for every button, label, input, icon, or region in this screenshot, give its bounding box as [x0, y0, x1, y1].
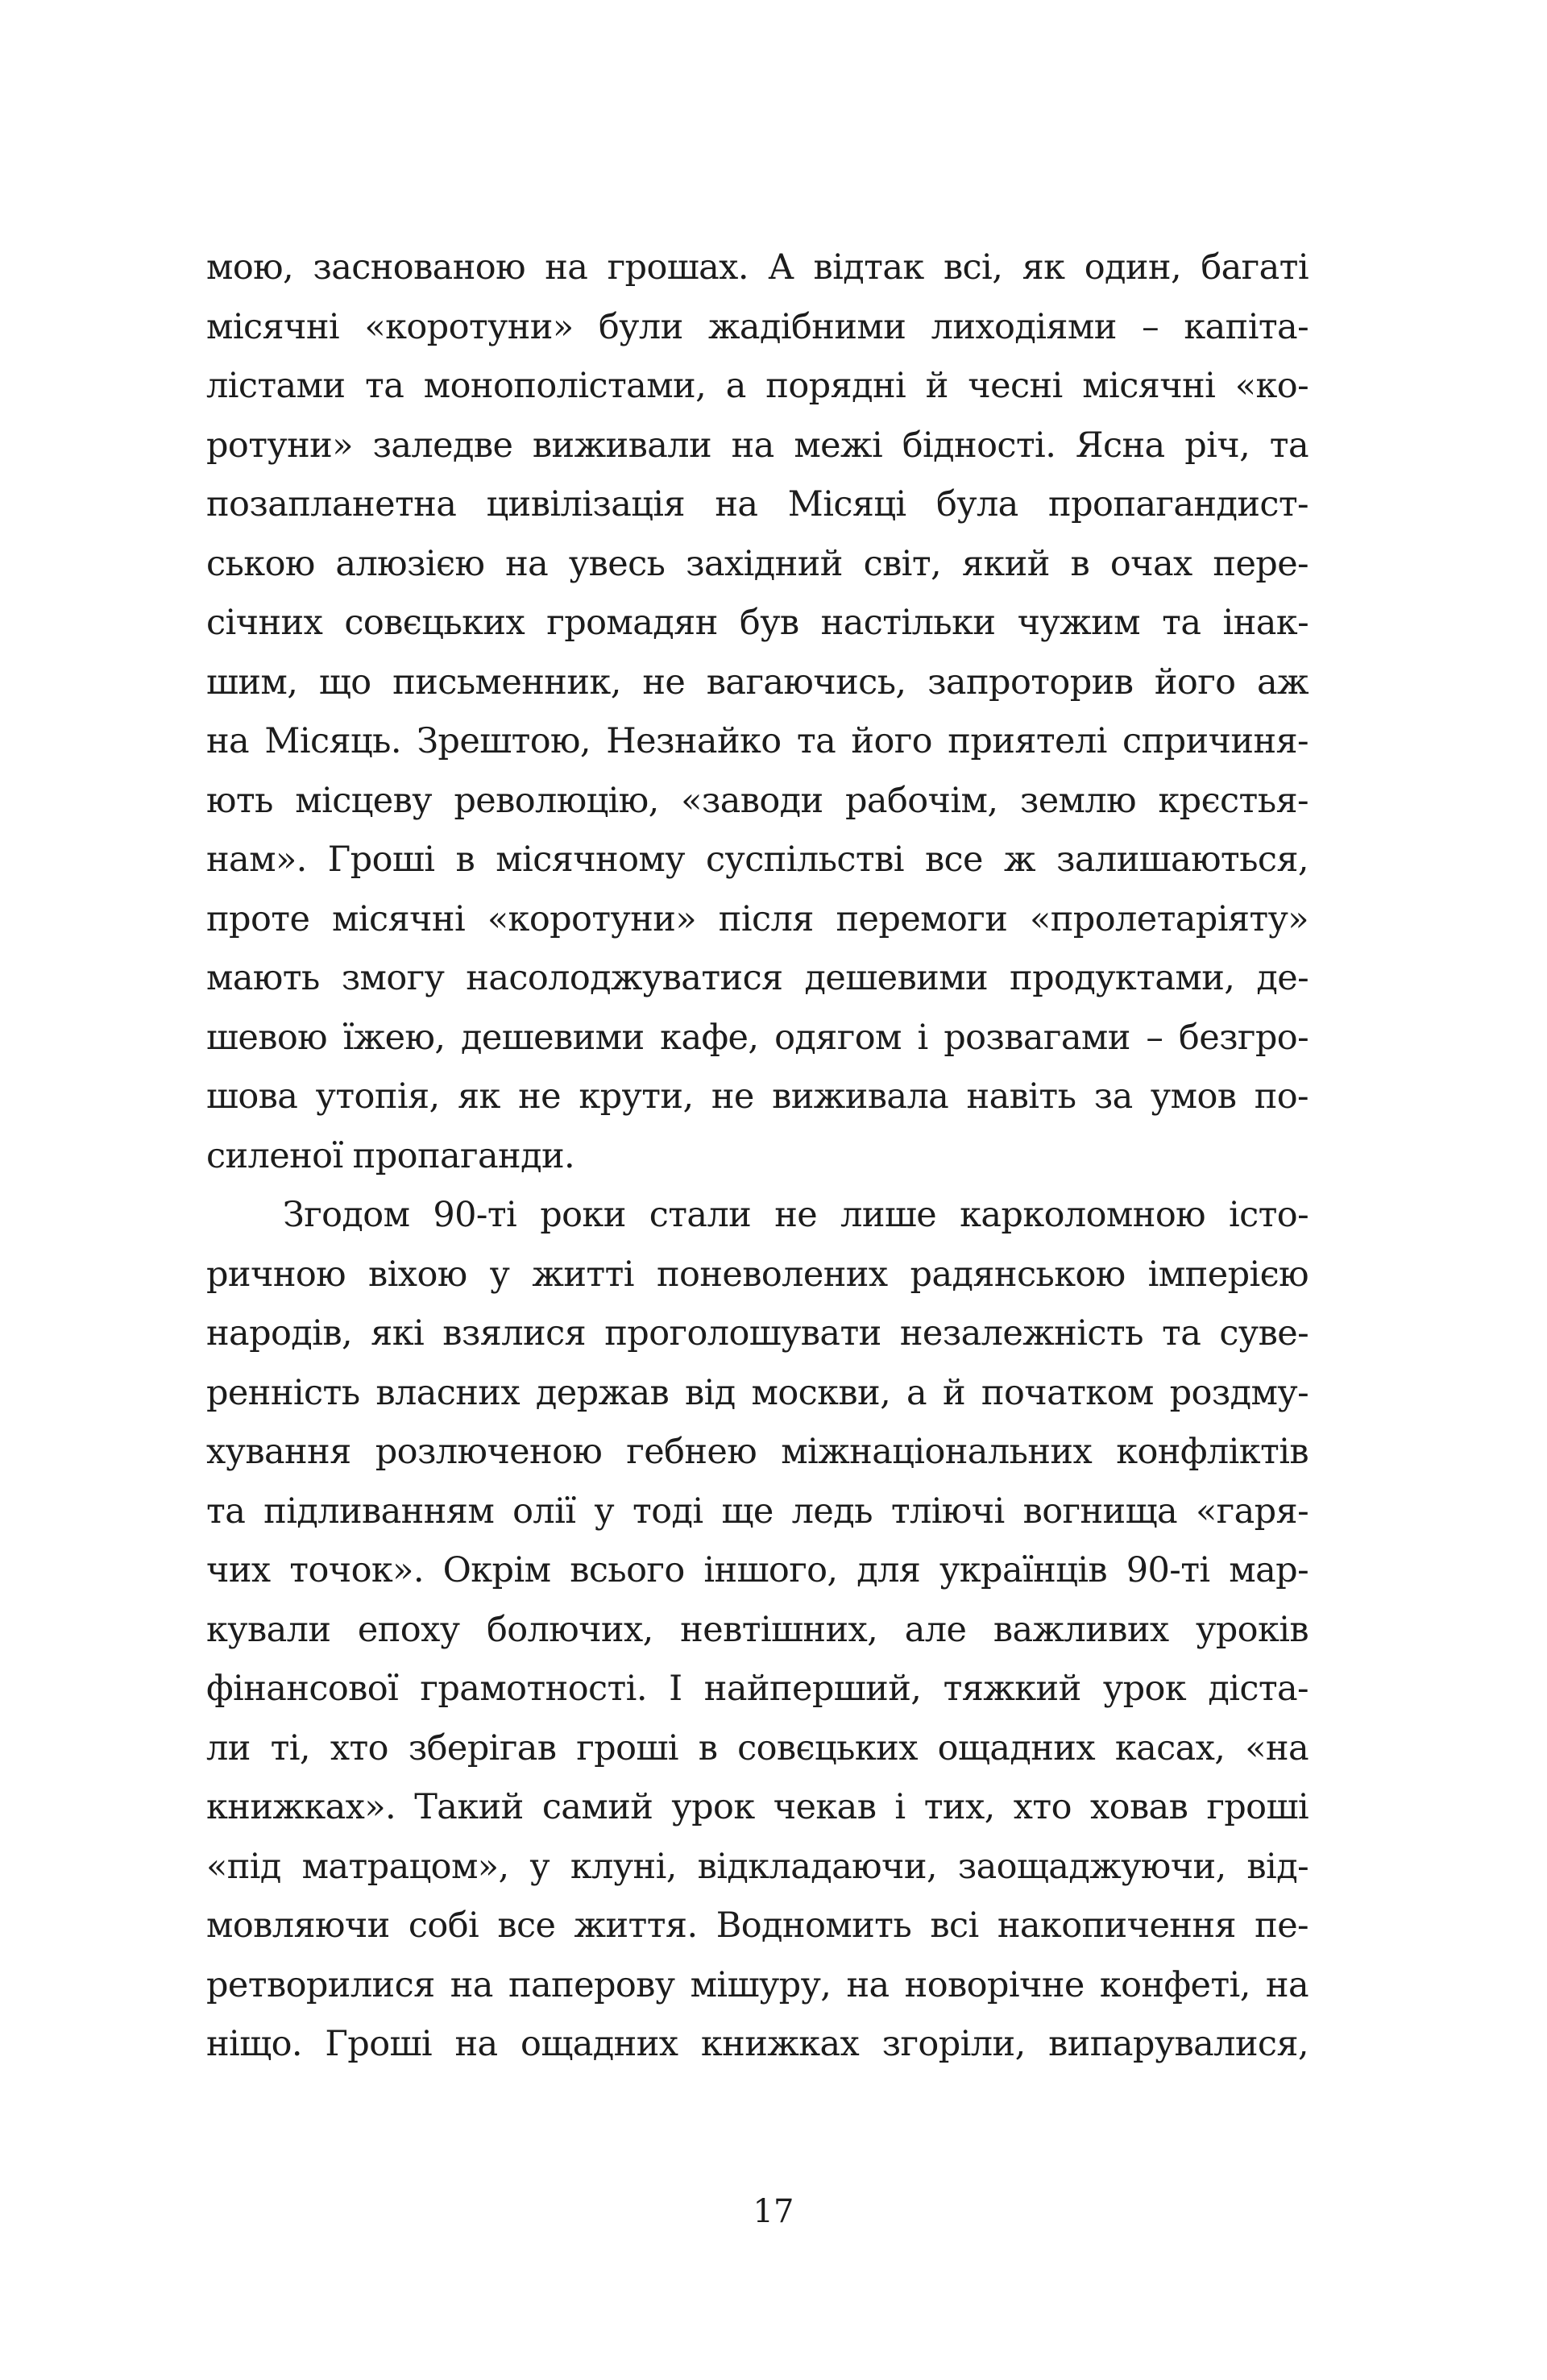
text-line: чих точок». Окрім всього іншого, для українців 90-ті мар-: [206, 1550, 1309, 1590]
text-line: на Місяць. Зрештою, Незнайко та його приятелі спричиня-: [206, 721, 1309, 761]
text-line: мають змогу насолоджуватися дешевими продуктами, де-: [206, 958, 1309, 998]
paragraph-1: [206, 238, 1309, 1186]
text-line: позапланетна цивілізація на Місяці була пропагандист-: [206, 484, 1309, 525]
text-line: кували епоху болючих, невтішних, але важливих уроків: [206, 1609, 1309, 1650]
page-number: 17: [753, 2193, 794, 2230]
text-line: шевою їжею, дешевими кафе, одягом і розвагами – безгро-: [206, 1017, 1309, 1058]
text-line: січних совєцьких громадян був настільки чужим та інак-: [206, 603, 1309, 643]
text-line: шим, що письменник, не вагаючись, запроторив його аж: [206, 661, 1309, 703]
text-line: «під матрацом», у клуні, відкладаючи, заощаджуючи, від-: [206, 1846, 1309, 1887]
text-line: ською алюзією на увесь західний світ, який в очах пере-: [206, 543, 1309, 584]
text-line: фінансової грамотності. І найперший, тяжкий урок діста-: [206, 1669, 1309, 1709]
text-line: хування розлюченою гебнею міжнаціональних конфліктів: [206, 1432, 1309, 1472]
text-line: мою, заснованою на грошах. А відтак всі, як один, багаті: [206, 247, 1309, 288]
text-line: Згодом 90-ті роки стали не лише карколомною істо-: [283, 1195, 1309, 1235]
text-line: нам». Гроші в місячному суспільстві все ж залишаються,: [206, 840, 1309, 880]
body-text: [206, 238, 1309, 2075]
text-line: та підливанням олії у тоді ще ледь тліючі вогнища «гаря-: [206, 1491, 1309, 1532]
paragraph-2: [206, 1186, 1309, 2075]
text-line: силеної пропаганди.: [206, 1135, 575, 1176]
text-line: ротуни» заледве виживали на межі бідності. Ясна річ, та: [206, 425, 1309, 466]
text-line: ричною віхою у житті поневолених радянською імперією: [206, 1254, 1309, 1295]
text-line: лістами та монополістами, а порядні й чесні місячні «ко-: [206, 366, 1309, 406]
text-line: шова утопія, як не крути, не виживала навіть за умов по-: [206, 1076, 1309, 1117]
text-line: ренність власних держав від москви, а й початком роздму-: [206, 1372, 1309, 1413]
text-line: мовляючи собі все життя. Водномить всі накопичення пе-: [206, 1905, 1309, 1946]
text-line: ретворилися на паперову мішуру, на новорічне конфеті, на: [206, 1964, 1309, 2005]
text-line: ють місцеву революцію, «заводи рабочім, землю крєстья-: [206, 780, 1309, 821]
text-line: місячні «коротуни» були жадібними лиходіями – капіта-: [206, 306, 1309, 347]
text-line: ли ті, хто зберігав гроші в совєцьких ощадних касах, «на: [206, 1727, 1309, 1768]
text-line: народів, які взялися проголошувати незалежність та суве-: [206, 1313, 1309, 1354]
text-line: ніщо. Гроші на ощадних книжках згоріли, випарувалися,: [206, 2024, 1309, 2064]
text-line: книжках». Такий самий урок чекав і тих, хто ховав гроші: [206, 1787, 1309, 1827]
text-line: проте місячні «коротуни» після перемоги «пролетаріяту»: [206, 898, 1309, 939]
